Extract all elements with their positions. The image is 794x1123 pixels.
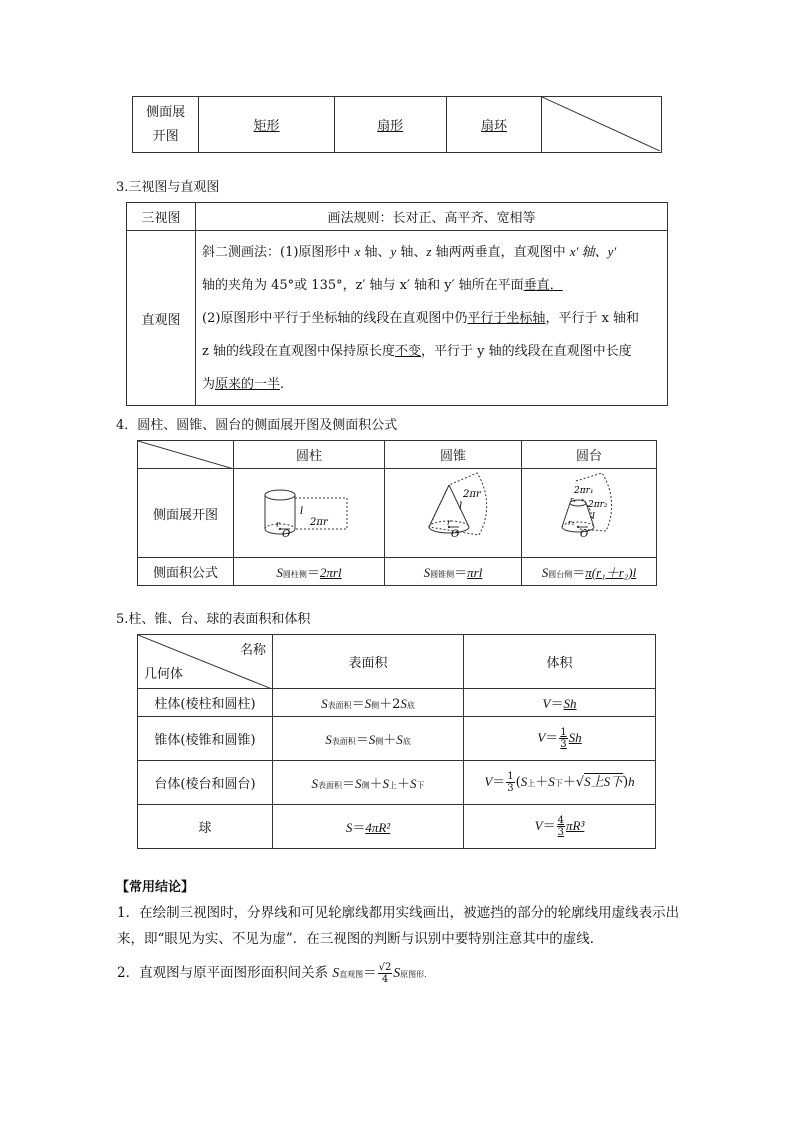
row-prism-volume: V＝Sh (464, 689, 656, 717)
row-sphere-surface: S＝4πR² (273, 805, 464, 849)
header-cylinder: 圆柱 (234, 441, 385, 469)
row-pyramid-name: 锥体(棱锥和圆锥) (138, 717, 273, 761)
frus-r2-label: r₂ (568, 519, 575, 527)
corner-name-bottom: 几何体 (144, 667, 184, 682)
corner-diagonal (138, 441, 234, 469)
net-label: 侧面展开图 (138, 469, 234, 558)
section5-title: 5.柱、锥、台、球的表面积和体积 (116, 612, 311, 627)
lateral-label-line2: 开图 (152, 128, 179, 144)
conclusions-title: 【常用结论】 (116, 880, 195, 895)
frus-2pir2-label: 2πr₂ (588, 500, 608, 510)
conclusion-item-2: 2．直观图与原平面图形面积间关系 S直观图＝ $\frac{√2}{4}$ S原图形. (117, 962, 427, 985)
formula-cone: S圆锥侧＝πrl (385, 558, 522, 586)
cone-o-label: O (451, 529, 460, 540)
formula-cylinder: S圆柱侧＝2πrl (234, 558, 385, 586)
row-pyramid-volume: V＝ $\frac{1}{3}$ Sh (464, 717, 656, 761)
text-annulus-sector: 扇环 (481, 119, 508, 134)
header-cone: 圆锥 (385, 441, 522, 469)
conclusion-item-1: 1．在绘制三视图时，分界线和可见轮廓线都用实线画出，被遮挡的部分的轮廓线用虚线表示出来，即“眼见为实、不见为虚”．在三视图的判断与识别中要特别注意其中的虚线． (117, 905, 680, 947)
area-volume-table (137, 634, 656, 849)
frus-l-label: l (592, 512, 595, 522)
diagonal-line (542, 97, 660, 151)
cyl-l-label: l (300, 506, 304, 517)
cell-sector (334, 97, 446, 153)
header-volume: 体积 (464, 635, 656, 689)
cone-r-label: r (447, 518, 451, 527)
row-sphere-name: 球 (138, 805, 273, 849)
row-pyramid-surface: S表面积＝S侧＋S底 (273, 717, 464, 761)
cell-empty-diagonal (542, 97, 662, 153)
header-surface-area: 表面积 (273, 635, 464, 689)
cyl-o-label: O (282, 529, 291, 540)
underline-half: 原来的一半 (215, 377, 281, 392)
intuitive-label: 直观图 (127, 231, 196, 406)
cone-net-figure (385, 469, 521, 553)
section3-title: 3.三视图与直观图 (116, 180, 220, 195)
frus-o-label: O (580, 529, 589, 540)
frus-r1-label: r₁ (570, 496, 577, 504)
section4-title: 4．圆柱、圆锥、圆台的侧面展开图及侧面积公式 (116, 418, 398, 433)
formula-frustum: S圆台侧＝π(r₁＋r₂)l (522, 558, 657, 586)
lateral-table (132, 96, 662, 153)
row-frustum-volume: V＝ $\frac{1}{3}$ (S上＋S下＋√S上S下)h (464, 761, 656, 805)
three-view-table (126, 202, 668, 406)
corner-name-cell (138, 635, 273, 689)
underline-parallel-axis: 平行于坐标轴 (467, 311, 546, 326)
header-frustum: 圆台 (522, 441, 657, 469)
lateral-area-table (137, 440, 657, 586)
three-view-rule: 画法规则：长对正、高平齐、宽相等 (196, 203, 668, 231)
cone-net-cell (385, 469, 522, 558)
frustum-net-figure (522, 469, 656, 553)
text-sector: 扇形 (377, 119, 404, 134)
lateral-label-cell (133, 97, 199, 153)
frus-2pir1-label: 2πr₁ (574, 486, 594, 496)
cyl-r-label: r (276, 520, 280, 529)
cone-l-label: l (459, 501, 463, 512)
cylinder-net-cell (234, 469, 385, 558)
text-rectangle: 矩形 (253, 119, 280, 134)
frustum-net-cell (522, 469, 657, 558)
lateral-label-line1: 侧面展 (146, 104, 186, 120)
row-sphere-volume: V＝ $\frac{4}{3}$ πR³ (464, 805, 656, 849)
row-frustum-surface: S表面积＝S侧＋S上＋S下 (273, 761, 464, 805)
row-frustum-name: 台体(棱台和圆台) (138, 761, 273, 805)
three-view-label: 三视图 (127, 203, 196, 231)
formula-label: 侧面积公式 (138, 558, 234, 586)
corner-diagonal-cell (138, 441, 234, 469)
row-prism-surface: S表面积＝S侧＋2S底 (273, 689, 464, 717)
cone-2pir-label: 2πr (463, 489, 481, 500)
intuitive-content: 斜二测画法：(1)原图形中 x 轴、y 轴、z 轴两两垂直，直观图中 x′ 轴、y′ 轴的夹角为 45°或 135°，z′ 轴与 x′ 轴和 y′ 轴所在平面垂直． (2)原图形中平行于坐标轴的线段在直观图中仍平行于坐标轴，平行于 x 轴和 z 轴的线段在直观图中保持原长度不变，平行于 y 轴的线段在直观图中长度 为原来的一半. (196, 231, 668, 406)
row-prism-name: 柱体(棱柱和圆柱) (138, 689, 273, 717)
cylinder-net-figure (234, 469, 384, 553)
underline-unchanged: 不变 (394, 344, 421, 359)
cyl-2pir-label: 2πr (310, 517, 328, 528)
underline-perpendicular: 垂直 (523, 278, 550, 293)
cell-rectangle (199, 97, 334, 153)
corner-name-top: 名称 (239, 643, 266, 658)
cell-annulus-sector (446, 97, 542, 153)
